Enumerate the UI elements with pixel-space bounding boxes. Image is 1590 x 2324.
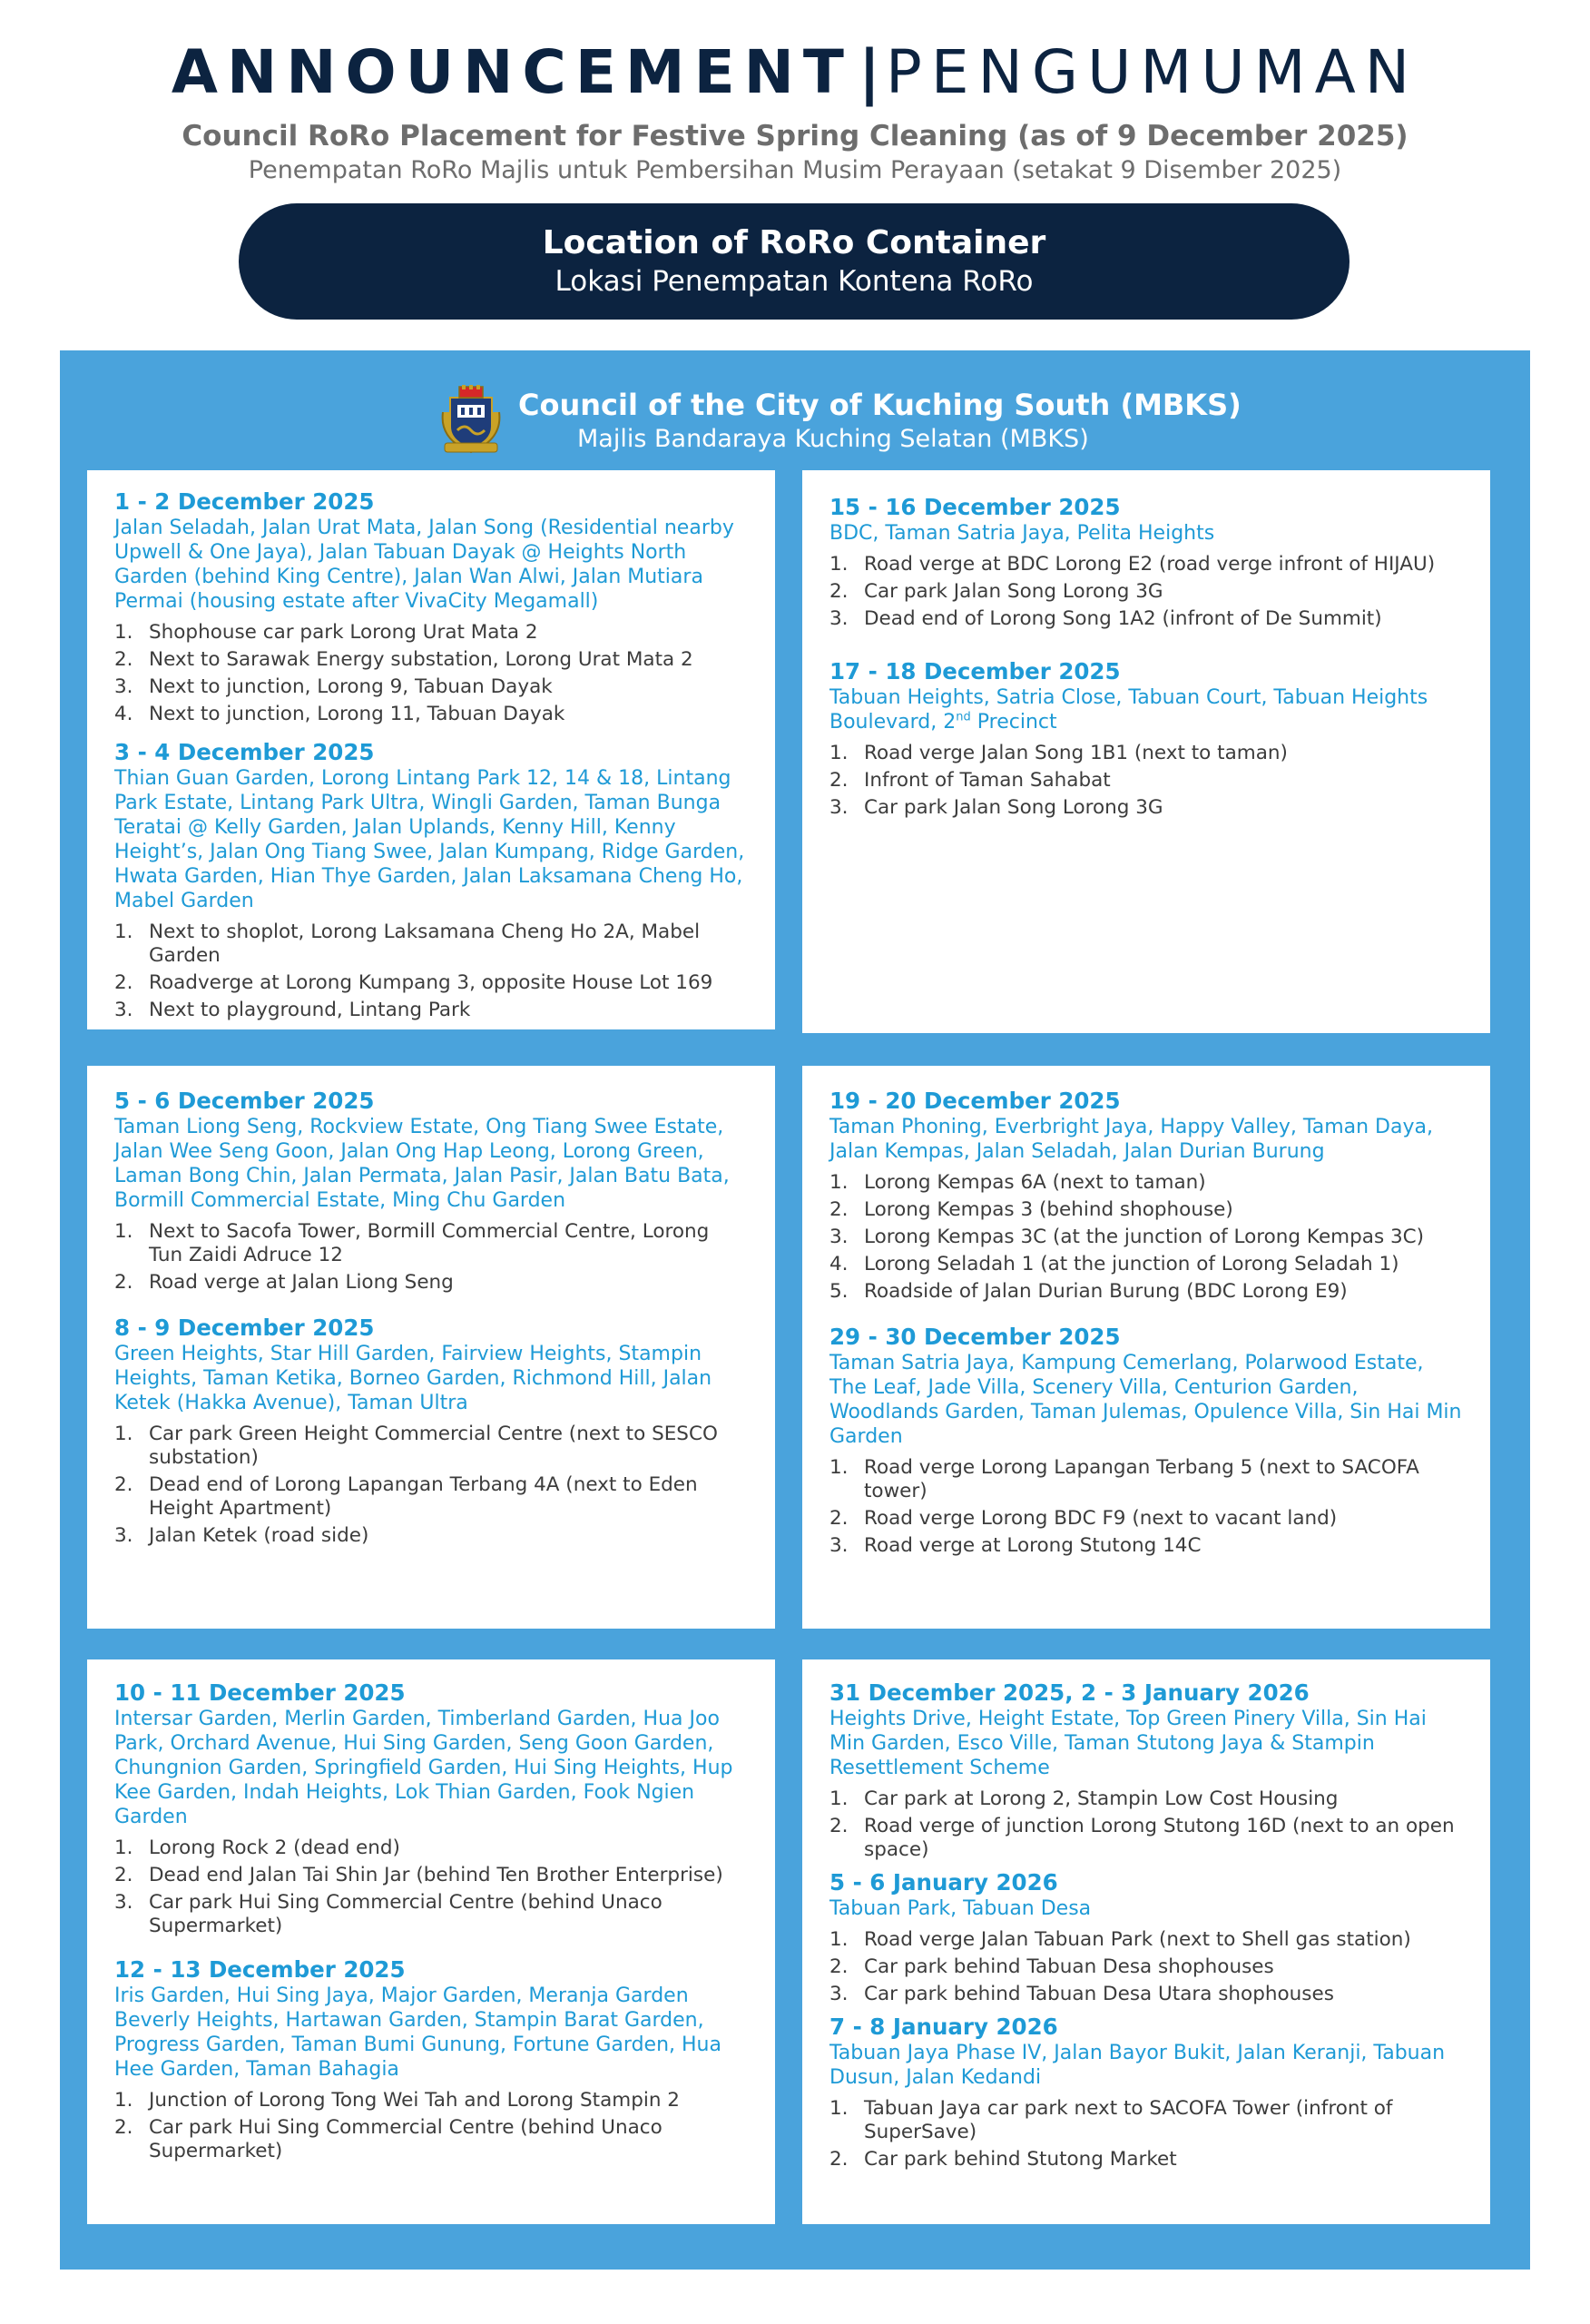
- schedule-card: [802, 1659, 1490, 2224]
- location-item: 1. Road verge at BDC Lorong E2 (road verge infront of HIJAU): [829, 553, 1436, 576]
- schedule-section: [114, 488, 748, 726]
- council-header: [60, 378, 1530, 478]
- location-item: 1. Road verge Jalan Song 1B1 (next to taman): [829, 742, 1288, 764]
- location-list: [114, 1423, 748, 1548]
- schedule-card: [87, 1659, 775, 2224]
- schedule-areas: Taman Phoning, Everbright Jaya, Happy Valley, Taman Daya, Jalan Kempas, Jalan Seladah, Jalan Durian Burung: [829, 1116, 1433, 1163]
- location-item: 1. Lorong Rock 2 (dead end): [114, 1837, 400, 1859]
- banner-title-ms: Lokasi Penempatan Kontena RoRo: [555, 265, 1034, 298]
- location-item: 2. Road verge at Jalan Liong Seng: [114, 1271, 454, 1294]
- location-item: 3. Jalan Ketek (road side): [114, 1524, 369, 1547]
- location-item: 1. Next to Sacofa Tower, Bormill Commercial Centre, Lorong Tun Zaidi Adruce 12: [114, 1220, 710, 1266]
- title-en: ANNOUNCEMENT: [171, 37, 853, 107]
- schedule-date: 15 - 16 December 2025: [829, 494, 1121, 520]
- location-list: [114, 1837, 748, 1938]
- location-item: 3. Dead end of Lorong Song 1A2 (infront of De Summit): [829, 607, 1382, 630]
- schedule-card: [87, 1066, 775, 1629]
- location-item: 4. Lorong Seladah 1 (at the junction of Lorong Seladah 1): [829, 1253, 1399, 1275]
- page-title: [0, 36, 1590, 109]
- location-list: [829, 742, 1463, 820]
- location-item: 2. Car park behind Tabuan Desa shophouses: [829, 1955, 1274, 1978]
- schedule-date: 17 - 18 December 2025: [829, 658, 1121, 684]
- location-item: 1. Car park at Lorong 2, Stampin Low Cost Housing: [829, 1787, 1339, 1810]
- schedule-date: 5 - 6 January 2026: [829, 1869, 1058, 1896]
- location-item: 4. Next to junction, Lorong 11, Tabuan Dayak: [114, 703, 565, 725]
- schedule-section: [829, 1679, 1463, 1862]
- schedule-date: 5 - 6 December 2025: [114, 1088, 375, 1114]
- schedule-date: 1 - 2 December 2025: [114, 488, 375, 515]
- location-item: 1. Road verge Lorong Lapangan Terbang 5 (next to SACOFA tower): [829, 1456, 1419, 1502]
- location-item: 2. Dead end of Lorong Lapangan Terbang 4A (next to Eden Height Apartment): [114, 1473, 698, 1520]
- schedule-areas: BDC, Taman Satria Jaya, Pelita Heights: [829, 522, 1215, 545]
- schedule-areas: Intersar Garden, Merlin Garden, Timberland Garden, Hua Joo Park, Orchard Avenue, Hui Sing Garden, Seng Goon Garden, Chungnion Garden, Springfield Garden, Hui Sing Heights, Hup Kee Garden, Indah Heights, Lok Thian Garden, Fook Ngien Garden: [114, 1708, 733, 1828]
- mbks-crest-icon: [437, 385, 505, 456]
- title-ms: PENGUMUMAN: [886, 37, 1419, 107]
- council-name-en: Council of the City of Kuching South (MBKS): [518, 388, 1242, 422]
- location-list: [114, 621, 748, 726]
- location-item: 2. Dead end Jalan Tai Shin Jar (behind Ten Brother Enterprise): [114, 1864, 723, 1886]
- schedule-section: [829, 1088, 1463, 1304]
- schedule-card: [802, 1066, 1490, 1629]
- location-item: 2. Road verge of junction Lorong Stutong 16D (next to an open space): [829, 1815, 1455, 1861]
- schedule-areas: Thian Guan Garden, Lorong Lintang Park 12, 14 & 18, Lintang Park Estate, Lintang Park Ultra, Wingli Garden, Taman Bunga Teratai @ Kelly Garden, Jalan Uplands, Kenny Hill, Kenny Height’s, Jalan Ong Tiang Swee, Jalan Kumpang, Ridge Garden, Hwata Garden, Hian Thye Garden, Jalan Laksamana Cheng Ho, Mabel Garden: [114, 767, 745, 912]
- location-list: [829, 1171, 1463, 1304]
- location-item: 1. Tabuan Jaya car park next to SACOFA Tower (infront of SuperSave): [829, 2097, 1393, 2143]
- schedule-panel: [60, 350, 1530, 2270]
- location-item: 3. Car park behind Tabuan Desa Utara shophouses: [829, 1983, 1334, 2005]
- schedule-date: 12 - 13 December 2025: [114, 1956, 406, 1983]
- location-list: [114, 1220, 748, 1295]
- location-item: 1. Next to shoplot, Lorong Laksamana Cheng Ho 2A, Mabel Garden: [114, 921, 701, 967]
- schedule-areas: Taman Liong Seng, Rockview Estate, Ong Tiang Swee Estate, Jalan Wee Seng Goon, Jalan Ong Hap Leong, Lorong Green, Laman Bong Chin, Jalan Permata, Jalan Pasir, Jalan Batu Bata, Bormill Commercial Estate, Ming Chu Garden: [114, 1116, 730, 1212]
- location-item: 1. Lorong Kempas 6A (next to taman): [829, 1171, 1206, 1194]
- schedule-areas: Tabuan Park, Tabuan Desa: [829, 1897, 1092, 1920]
- title-separator: |: [858, 37, 881, 107]
- location-list: [114, 2089, 748, 2163]
- schedule-areas: Taman Satria Jaya, Kampung Cemerlang, Polarwood Estate, The Leaf, Jade Villa, Scenery Villa, Centurion Garden, Woodlands Garden, Taman Julemas, Opulence Villa, Sin Hai Min Garden: [829, 1352, 1462, 1448]
- schedule-date: 7 - 8 January 2026: [829, 2014, 1058, 2040]
- location-list: [829, 2097, 1463, 2171]
- schedule-section: [114, 1088, 748, 1295]
- location-item: 2. Road verge Lorong BDC F9 (next to vacant land): [829, 1507, 1338, 1530]
- location-item: 3. Car park Hui Sing Commercial Centre (behind Unaco Supermarket): [114, 1891, 662, 1937]
- schedule-card: [802, 470, 1490, 1033]
- location-list: [829, 1456, 1463, 1558]
- schedule-areas: Green Heights, Star Hill Garden, Fairview Heights, Stampin Heights, Taman Ketika, Borneo Garden, Richmond Hill, Jalan Ketek (Hakka Avenue), Taman Ultra: [114, 1343, 712, 1414]
- schedule-areas: Iris Garden, Hui Sing Jaya, Major Garden, Meranja Garden Beverly Heights, Hartawan Garden, Stampin Barat Garden, Progress Garden, Taman Bumi Gunung, Fortune Garden, Hua Hee Garden, Taman Bahagia: [114, 1984, 721, 2081]
- location-item: 2. Car park Hui Sing Commercial Centre (behind Unaco Supermarket): [114, 2116, 662, 2162]
- schedule-section: [114, 1956, 748, 2163]
- location-item: 3. Lorong Kempas 3C (at the junction of Lorong Kempas 3C): [829, 1226, 1425, 1248]
- schedule-date: 19 - 20 December 2025: [829, 1088, 1121, 1114]
- schedule-date: 3 - 4 December 2025: [114, 739, 375, 765]
- subtitle-ms: Penempatan RoRo Majlis untuk Pembersihan Musim Perayaan (setakat 9 Disember 2025): [248, 156, 1342, 184]
- location-item: 1. Shophouse car park Lorong Urat Mata 2: [114, 621, 538, 644]
- schedule-section: [114, 1315, 748, 1548]
- schedule-areas: Tabuan Heights, Satria Close, Tabuan Court, Tabuan Heights Boulevard, 2nd Precinct: [829, 686, 1428, 734]
- schedule-section: [114, 1679, 748, 1938]
- location-item: 3. Car park Jalan Song Lorong 3G: [829, 796, 1163, 819]
- schedule-areas: Tabuan Jaya Phase IV, Jalan Bayor Bukit, Jalan Keranji, Tabuan Dusun, Jalan Kedandi: [829, 2042, 1446, 2089]
- location-list: [829, 1787, 1463, 1862]
- location-item: 2. Next to Sarawak Energy substation, Lorong Urat Mata 2: [114, 648, 693, 671]
- schedule-section: [114, 739, 748, 1022]
- header: [0, 36, 1590, 187]
- location-list: [829, 553, 1463, 631]
- schedule-section: [829, 658, 1463, 820]
- schedule-date: 29 - 30 December 2025: [829, 1324, 1121, 1350]
- location-item: 3. Next to playground, Lintang Park: [114, 999, 471, 1021]
- banner-title-en: Location of RoRo Container: [542, 224, 1046, 261]
- location-item: 3. Next to junction, Lorong 9, Tabuan Dayak: [114, 675, 553, 698]
- council-name-ms: Majlis Bandaraya Kuching Selatan (MBKS): [577, 425, 1089, 453]
- location-item: 1. Road verge Jalan Tabuan Park (next to Shell gas station): [829, 1928, 1411, 1951]
- location-item: 2. Lorong Kempas 3 (behind shophouse): [829, 1198, 1233, 1221]
- schedule-areas: Heights Drive, Height Estate, Top Green Pinery Villa, Sin Hai Min Garden, Esco Ville, Taman Stutong Jaya & Stampin Resettlement Scheme: [829, 1708, 1427, 1779]
- schedule-section: [829, 1324, 1463, 1558]
- schedule-date: 8 - 9 December 2025: [114, 1315, 375, 1341]
- location-item: 1. Car park Green Height Commercial Centre (next to SESCO substation): [114, 1423, 718, 1469]
- location-item: 3. Road verge at Lorong Stutong 14C: [829, 1534, 1202, 1557]
- location-list: [829, 1928, 1463, 2006]
- schedule-date: 31 December 2025, 2 - 3 January 2026: [829, 1679, 1310, 1706]
- schedule-card: [87, 470, 775, 1029]
- subtitle-en: Council RoRo Placement for Festive Spring Cleaning (as of 9 December 2025): [182, 120, 1408, 153]
- schedule-areas: Jalan Seladah, Jalan Urat Mata, Jalan Song (Residential nearby Upwell & One Jaya), Jalan Tabuan Dayak @ Heights North Garden (behind King Centre), Jalan Wan Alwi, Jalan Mutiara Permai (housing estate after VivaCity Megamall): [114, 517, 734, 613]
- location-banner: [239, 203, 1350, 320]
- location-item: 2. Car park Jalan Song Lorong 3G: [829, 580, 1163, 603]
- location-item: 5. Roadside of Jalan Durian Burung (BDC Lorong E9): [829, 1280, 1348, 1303]
- schedule-section: [829, 494, 1463, 631]
- schedule-section: [829, 2014, 1463, 2171]
- schedule-section: [829, 1869, 1463, 2006]
- location-list: [114, 921, 748, 1022]
- location-item: 2. Infront of Taman Sahabat: [829, 769, 1111, 792]
- location-item: 1. Junction of Lorong Tong Wei Tah and Lorong Stampin 2: [114, 2089, 680, 2112]
- location-item: 2. Car park behind Stutong Market: [829, 2148, 1177, 2171]
- schedule-date: 10 - 11 December 2025: [114, 1679, 406, 1706]
- location-item: 2. Roadverge at Lorong Kumpang 3, opposite House Lot 169: [114, 971, 713, 994]
